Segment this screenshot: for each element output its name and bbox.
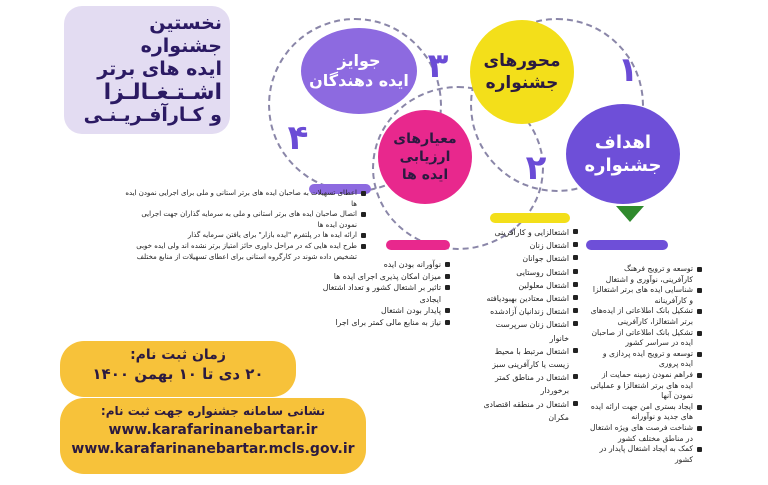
- prizes-list: [122, 188, 366, 262]
- step-number-4: ۴: [287, 118, 309, 158]
- step-number-1: ۱: [617, 50, 639, 90]
- list-item: فراهم نمودن زمینه حمایت از ایده های برتر اشتغالزا و عملیاتی نمودن آنها: [590, 370, 702, 402]
- list-item: ایجاد بستری امن جهت ارائه ایده های جدید و نوآورانه: [590, 402, 702, 423]
- registration-title: زمان ثبت نام:: [130, 347, 226, 363]
- list-item: ارائه ایده ها در پلتفرم "ایده بازار" برای یافتن سرمایه گذار: [122, 230, 366, 241]
- site-link-1[interactable]: www.karafarinanebartar.ir: [108, 422, 318, 438]
- list-item: نیاز به منابع مالی کمتر برای اجرا: [322, 317, 450, 329]
- system-address-card: [60, 398, 366, 474]
- list-item: شناسایی ایده های برتر اشتغالزا و کارآفرینانه: [590, 285, 702, 306]
- system-title: نشانی سامانه جشنواره جهت ثبت نام:: [100, 404, 326, 418]
- list-item: تشکیل بانک اطلاعاتی از ایده‌های برتر اشتغالزا، کارآفرینی: [590, 306, 702, 327]
- list-item: پایدار بودن اشتغال: [322, 305, 450, 317]
- list-item: اشتغال جوانان: [478, 252, 578, 265]
- list-item: اشتغالزایی و کارآفرینی: [478, 226, 578, 239]
- list-item: اشتغال معتادین بهبودیافته: [478, 292, 578, 305]
- step-number-3: ۳: [427, 46, 449, 86]
- list-item: اشتغال روستایی: [478, 266, 578, 279]
- list-item: تشکیل بانک اطلاعاتی از صاحبان ایده در سراسر کشور: [590, 328, 702, 349]
- list-item: تاثیر بر اشتغال کشور و تعداد اشتغال ایجادی: [322, 282, 450, 305]
- list-item: اعطای تسهیلات به صاحبان ایده های برتر استانی و ملی برای اجرایی نمودن ایده ها: [122, 188, 366, 209]
- pointer-triangle-icon: [616, 206, 644, 222]
- step-2-circle: معیارهای ارزیابی ایده ها: [378, 110, 472, 204]
- list-item: کمک به ایجاد اشتغال پایدار در کشور: [590, 444, 702, 465]
- site-link-2[interactable]: www.karafarinanebartar.mcls.gov.ir: [71, 441, 355, 457]
- list-item: اشتغال معلولین: [478, 279, 578, 292]
- step-3-circle: محورهای جشنواره: [470, 20, 574, 124]
- list-item: اشتغال زنان: [478, 239, 578, 252]
- list-item: نوآورانه بودن ایده: [322, 259, 450, 271]
- list-item: اشتغال مرتبط با محیط زیست یا کارآفرینی سبز: [478, 345, 578, 371]
- axes-list: [478, 226, 578, 424]
- list-item: اشتغال زنان سرپرست خانوار: [478, 318, 578, 344]
- list-item: اشتغال در مناطق کمتر برخوردار: [478, 371, 578, 397]
- criteria-bar: [386, 240, 450, 250]
- list-item: توسعه و ترویج ایده پردازی و ایده پروری: [590, 349, 702, 370]
- registration-card: [60, 341, 296, 397]
- registration-dates: ۲۰ دی تا ۱۰ بهمن ۱۴۰۰: [92, 365, 264, 383]
- criteria-list: [322, 259, 450, 329]
- goals-list: [590, 264, 702, 465]
- step-4-circle: جوایز ایده دهندگان: [301, 28, 417, 114]
- list-item: شناخت فرصت های ویژه اشتغال در مناطق مختلف کشور: [590, 423, 702, 444]
- axes-bar: [490, 213, 570, 223]
- festival-title: نخستین جشنواره ایده های برتر اشـتـغـالـزا و کـارآفـریـنـی: [83, 12, 222, 126]
- goals-bar: [586, 240, 668, 250]
- festival-title-card: [64, 6, 230, 134]
- list-item: طرح ایده هایی که در مراحل داوری حائز امتیاز برتر نشده اند ولی ایده خوبی تشخیص داده شوند در کارگروه استانی برای اعطای تسهیلات از منابع مختلف: [122, 241, 366, 262]
- list-item: میزان امکان پذیری اجرای ایده ها: [322, 271, 450, 283]
- list-item: اشتغال زندانیان آزادشده: [478, 305, 578, 318]
- step-1-circle: اهداف جشنواره: [566, 104, 680, 204]
- list-item: توسعه و ترویج فرهنگ کارآفرینی، نوآوری و اشتغال: [590, 264, 702, 285]
- list-item: اتصال صاحبان ایده های برتر استانی و ملی به سرمایه گذاران جهت اجرایی نمودن ایده ها: [122, 209, 366, 230]
- step-number-2: ۲: [525, 148, 547, 188]
- list-item: اشتغال در منطقه اقتصادی مکران: [478, 398, 578, 424]
